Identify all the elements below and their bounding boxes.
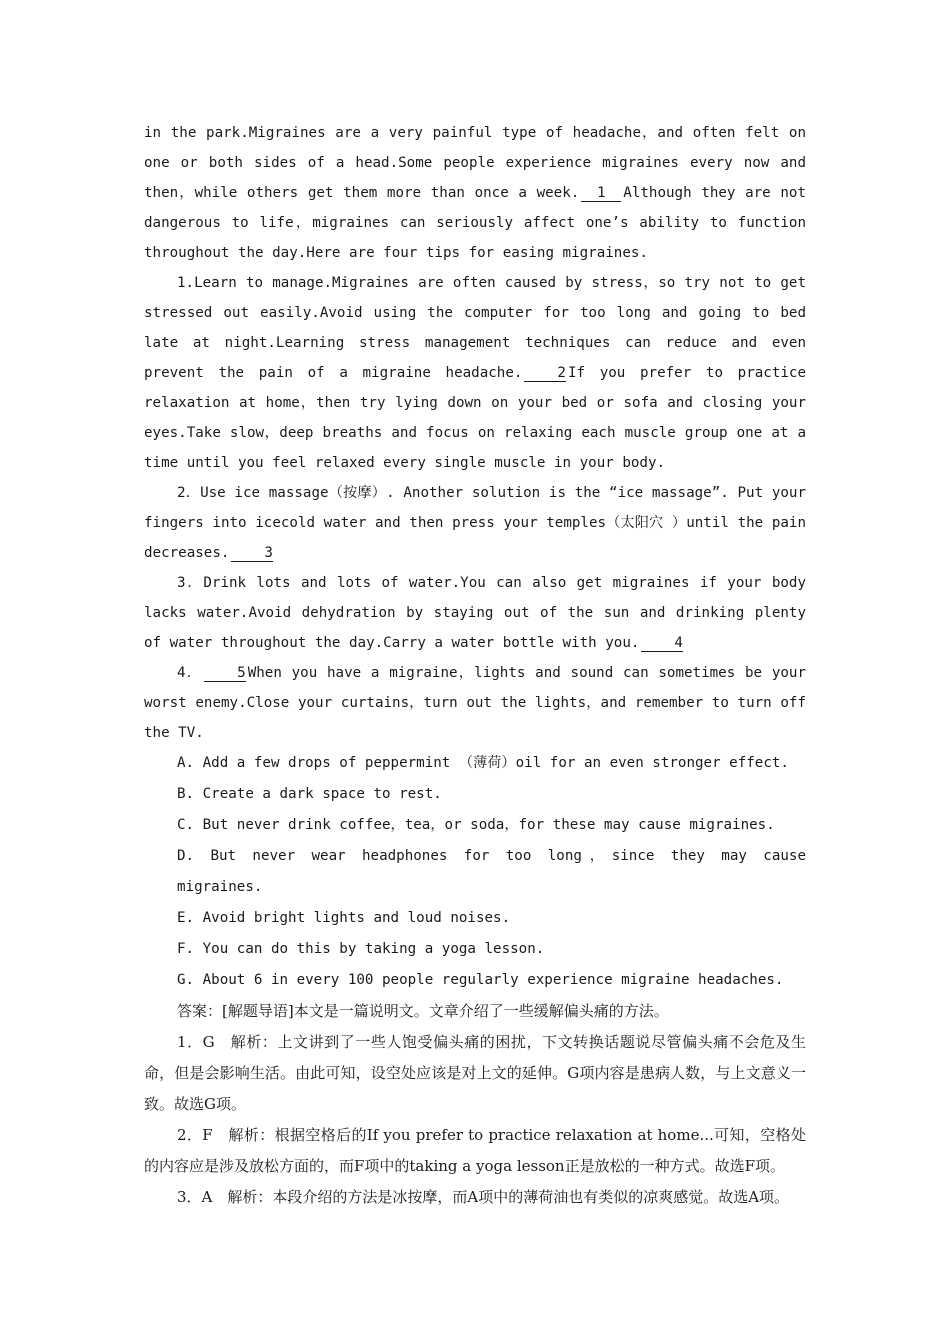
- blank-3: 3: [231, 545, 273, 562]
- document-body: [144, 118, 806, 1213]
- tip-4-paragraph: [144, 658, 806, 748]
- passage-intro-paragraph: [144, 118, 806, 268]
- option-f: F. You can do this by taking a yoga lesson.: [177, 941, 545, 957]
- passage-text: Although they are not dangerous to life，migraines can seriously affect one’s ability to function throughout the day.Here are four tips for easing migraines.: [144, 185, 807, 261]
- passage-text: If you prefer to practice relaxation at home，then try lying down on your bed or sofa and closing your eyes.Take slow，deep breaths and focus on relaxing each muscle group one at a time until you feel relaxed every single muscle in your body.: [144, 365, 806, 471]
- answer-2-explanation: 2．F 解析：根据空格后的If you prefer to practice relaxation at home...可知，空格处的内容应是涉及放松方面的，而F项中的taking a yoga lesson正是放松的一种方式。故选F项。: [144, 1126, 806, 1175]
- passage-text: When you have a migraine，lights and sound can sometimes be your worst enemy.Close your curtains，turn out the lights，and remember to turn off the TV.: [144, 665, 806, 741]
- option-d: D. But never wear headphones for too long，since they may cause migraines.: [177, 848, 806, 895]
- blank-5: 5: [204, 665, 246, 682]
- passage-text: 1.Learn to manage.Migraines are often caused by stress，so try not to get stressed out easily.Avoid using the computer for too long and going to bed late at night.Learning stress management techniques can reduce and even prevent the pain of a migraine headache.: [144, 275, 806, 381]
- blank-2: 2: [524, 365, 566, 382]
- passage-text: 3．Drink lots and lots of water.You can also get migraines if your body lacks water.Avoid dehydration by staying out of the sun and drinking plenty of water throughout the day.Carry a water bottle with you.: [144, 575, 806, 651]
- answer-intro: 答案：[解题导语]本文是一篇说明文。文章介绍了一些缓解偏头痛的方法。: [177, 1002, 669, 1020]
- passage-text: 2．Use ice massage（按摩）. Another solution is the “ice massage”. Put your fingers into icecold water and then press your temples（太阳穴 ）until the pain decreases.: [144, 485, 806, 561]
- option-a: A. Add a few drops of peppermint （薄荷）oil for an even stronger effect.: [177, 755, 789, 771]
- option-b: B. Create a dark space to rest.: [177, 786, 442, 802]
- tip-2-paragraph: [144, 478, 806, 568]
- option-g: G. About 6 in every 100 people regularly experience migraine headaches.: [177, 972, 784, 988]
- answer-1-explanation: 1．G 解析：上文讲到了一些人饱受偏头痛的困扰，下文转换话题说尽管偏头痛不会危及生命，但是会影响生活。由此可知，设空处应该是对上文的延伸。G项内容是患病人数，与上文意义一致。故选G项。: [144, 1033, 806, 1113]
- blank-4: 4: [641, 635, 683, 652]
- option-c: C. But never drink coffee，tea，or soda，for these may cause migraines.: [177, 817, 775, 833]
- option-e: E. Avoid bright lights and loud noises.: [177, 910, 511, 926]
- tip-1-paragraph: [144, 268, 806, 478]
- tip-3-paragraph: [144, 568, 806, 658]
- blank-1: 1: [581, 185, 621, 202]
- answer-3-explanation: 3．A 解析：本段介绍的方法是冰按摩，而A项中的薄荷油也有类似的凉爽感觉。故选A项。: [177, 1188, 790, 1206]
- passage-text: in the park.Migraines are a very painful type of headache，and often felt on one or both sides of a head.Some people experience migraines every now and then，while others get them more than once a week.: [144, 125, 806, 201]
- passage-text: 4．: [177, 665, 203, 681]
